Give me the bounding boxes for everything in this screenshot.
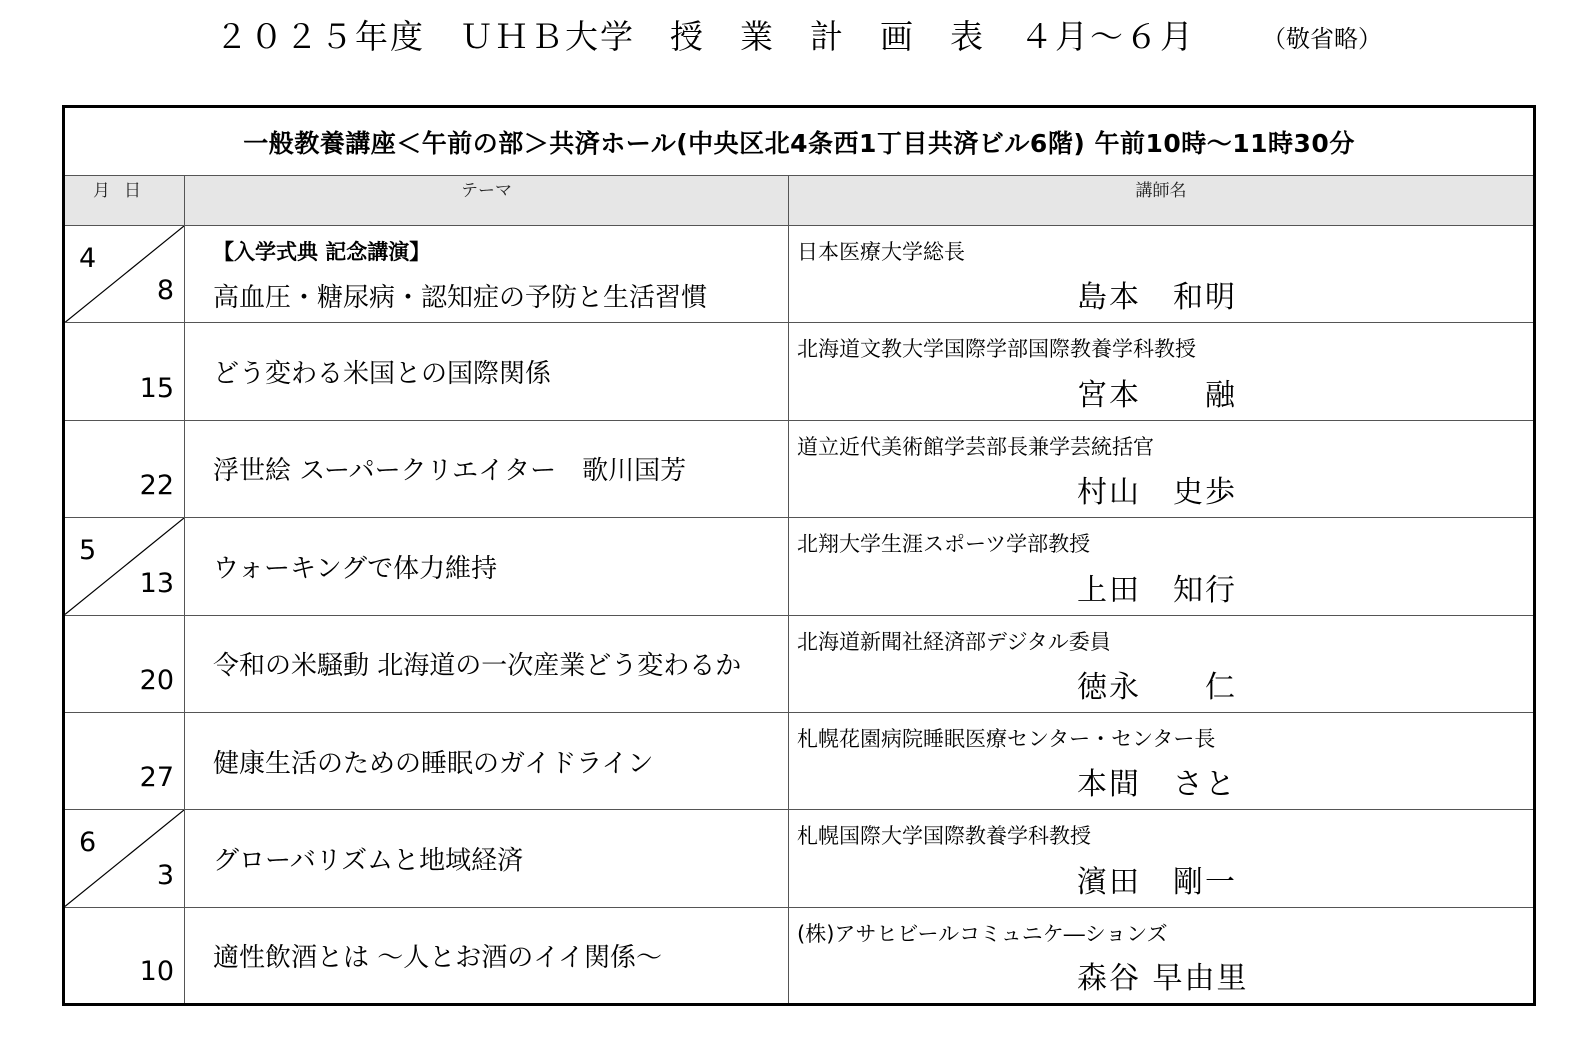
honorifics-omitted-note: （敬省略） — [1262, 25, 1382, 53]
lecturer-affiliation: 札幌花園病院睡眠医療センター・センター長 — [797, 726, 1216, 751]
header-row — [64, 176, 1535, 226]
date-cell — [64, 810, 185, 907]
theme-text: ウォーキングで体力維持 — [213, 553, 498, 584]
table-row — [64, 518, 1535, 615]
theme-cell — [185, 226, 789, 323]
table-row — [64, 615, 1535, 712]
month-divider-line — [65, 518, 184, 614]
lecturer-name: 本間 さと — [1077, 767, 1237, 803]
day-label: 3 — [156, 859, 174, 891]
date-cell — [64, 712, 185, 809]
theme-text: 適性飲酒とは ～人とお酒のイイ関係～ — [213, 942, 662, 973]
lecturer-affiliation: 道立近代美術館学芸部長兼学芸統括官 — [797, 434, 1154, 459]
day-label: 10 — [139, 956, 174, 988]
theme-cell — [185, 518, 789, 615]
document-title: ２０２５年度 ＵＨＢ大学 授 業 計 画 表 ４月～６月 — [215, 17, 1195, 56]
table-row — [64, 907, 1535, 1004]
lecturer-name: 島本 和明 — [1077, 280, 1237, 316]
lecturer-cell — [789, 712, 1535, 809]
date-cell — [64, 907, 185, 1004]
theme-cell — [185, 810, 789, 907]
theme-cell — [185, 615, 789, 712]
lecturer-name: 濱田 剛一 — [1077, 864, 1237, 900]
theme-text: 高血圧・糖尿病・認知症の予防と生活習慣 — [213, 283, 708, 314]
month-label: 4 — [79, 243, 97, 274]
day-label: 15 — [139, 372, 174, 404]
lecturer-cell — [789, 226, 1535, 323]
lecturer-cell — [789, 810, 1535, 907]
lecturer-cell — [789, 323, 1535, 420]
theme-text: どう変わる米国との国際関係 — [213, 359, 552, 390]
table-row — [64, 323, 1535, 420]
theme-text: グローバリズムと地域経済 — [213, 846, 524, 877]
theme-cell — [185, 907, 789, 1004]
lecturer-cell — [789, 518, 1535, 615]
month-divider-line — [65, 810, 184, 906]
lecturer-affiliation: 北海道新聞社経済部デジタル委員 — [797, 629, 1111, 654]
lecturer-affiliation: 北海道文教大学国際学部国際教養学科教授 — [797, 337, 1196, 362]
theme-cell — [185, 420, 789, 517]
month-label: 5 — [79, 535, 97, 567]
lecturer-affiliation: 札幌国際大学国際教養学科教授 — [797, 824, 1091, 849]
table-row — [64, 226, 1535, 323]
table-row — [64, 712, 1535, 809]
lecturer-affiliation: (株)アサヒビールコミュニケ―ションズ — [797, 921, 1168, 946]
day-label: 27 — [139, 762, 174, 794]
theme-cell — [185, 323, 789, 420]
schedule-table — [62, 105, 1536, 1006]
theme-text: 令和の米騒動 北海道の一次産業どう変わるか — [213, 651, 742, 682]
date-cell — [64, 420, 185, 517]
lecturer-name: 村山 史歩 — [1077, 475, 1237, 511]
venue-banner: 一般教養講座＜午前の部＞共済ホール(中央区北4条西1丁目共済ビル6階) 午前10時～11時30分 — [64, 107, 1535, 176]
lecturer-affiliation: 日本医療大学総長 — [797, 240, 965, 264]
theme-text: 浮世絵 スーパークリエイター 歌川国芳 — [213, 456, 687, 487]
month-label: 6 — [79, 827, 97, 859]
theme-prefix: 【入学式典 記念講演】 — [213, 240, 431, 264]
month-divider-line — [65, 226, 184, 322]
day-label: 22 — [139, 470, 174, 502]
title-row — [0, 14, 1591, 60]
lecturer-name: 森谷 早由里 — [1077, 961, 1249, 997]
date-column-header: 月日 — [64, 176, 185, 226]
theme-text: 健康生活のための睡眠のガイドライン — [213, 748, 654, 779]
table-row — [64, 810, 1535, 907]
theme-cell — [185, 712, 789, 809]
lecturer-cell — [789, 615, 1535, 712]
day-label: 20 — [139, 664, 174, 696]
theme-column-header: テーマ — [185, 176, 789, 226]
lecturer-affiliation: 北翔大学生涯スポーツ学部教授 — [797, 532, 1091, 557]
date-cell — [64, 518, 185, 615]
day-label: 13 — [139, 567, 174, 599]
lecturer-name: 上田 知行 — [1077, 572, 1237, 608]
lecturer-name: 宮本 融 — [1077, 377, 1237, 413]
lecturer-cell — [789, 907, 1535, 1004]
day-label: 8 — [156, 275, 174, 307]
date-cell — [64, 323, 185, 420]
date-cell — [64, 615, 185, 712]
lecturer-column-header: 講師名 — [789, 176, 1535, 226]
date-cell — [64, 226, 185, 323]
lecturer-cell — [789, 420, 1535, 517]
lecturer-name: 徳永 仁 — [1077, 669, 1237, 705]
table-row — [64, 420, 1535, 517]
